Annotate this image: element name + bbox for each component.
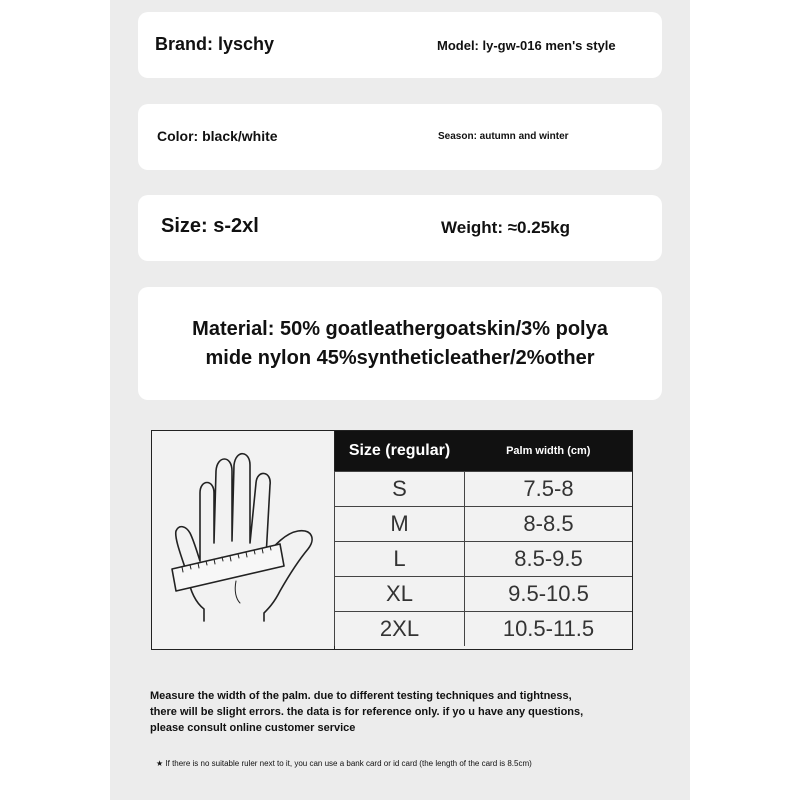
palm-width-cell: 10.5-11.5 <box>465 612 633 647</box>
size-cell: 2XL <box>335 612 465 647</box>
table-row <box>335 472 633 507</box>
table-row <box>335 612 633 647</box>
palm-width-cell: 9.5-10.5 <box>465 577 633 612</box>
table-row <box>335 542 633 577</box>
size-cell: XL <box>335 577 465 612</box>
measurement-note: Measure the width of the palm. due to different testing techniques and tightness, there will be slight errors. the data is for reference only. if yo u have any questions, please consult online customer service <box>150 690 584 734</box>
size-weight-card <box>138 195 662 261</box>
table-row <box>335 577 633 612</box>
material-text <box>138 315 662 373</box>
size-table <box>334 431 632 646</box>
material-line-2: mide nylon 45%syntheticleather/2%other <box>205 347 595 369</box>
model-text: Model: ly-gw-016 men's style <box>437 38 616 53</box>
size-cell: L <box>335 542 465 577</box>
size-cell: M <box>335 507 465 542</box>
footnote: ★ If there is no suitable ruler next to it, you can use a bank card or id card (the length of the card is 8.5cm) <box>156 759 532 768</box>
size-table-header <box>335 431 633 472</box>
color-season-card <box>138 104 662 170</box>
palm-width-cell: 7.5-8 <box>465 472 633 507</box>
season-text: Season: autumn and winter <box>438 131 569 142</box>
hand-illustration-cell <box>152 431 335 649</box>
palm-width-cell: 8.5-9.5 <box>465 542 633 577</box>
header-palm-width: Palm width (cm) <box>465 431 633 472</box>
size-cell: S <box>335 472 465 507</box>
palm-width-cell: 8-8.5 <box>465 507 633 542</box>
color-text: Color: black/white <box>157 128 278 144</box>
hand-with-ruler-icon <box>152 431 334 649</box>
table-row <box>335 507 633 542</box>
weight-text: Weight: ≈0.25kg <box>441 218 570 237</box>
brand-text: Brand: lyschy <box>155 34 275 54</box>
material-card <box>138 287 662 400</box>
size-range-text: Size: s-2xl <box>161 215 259 237</box>
material-line-1: Material: 50% goatleathergoatskin/3% polya <box>192 318 608 340</box>
brand-model-card <box>138 12 662 78</box>
header-size: Size (regular) <box>335 431 465 472</box>
size-chart <box>151 430 633 650</box>
